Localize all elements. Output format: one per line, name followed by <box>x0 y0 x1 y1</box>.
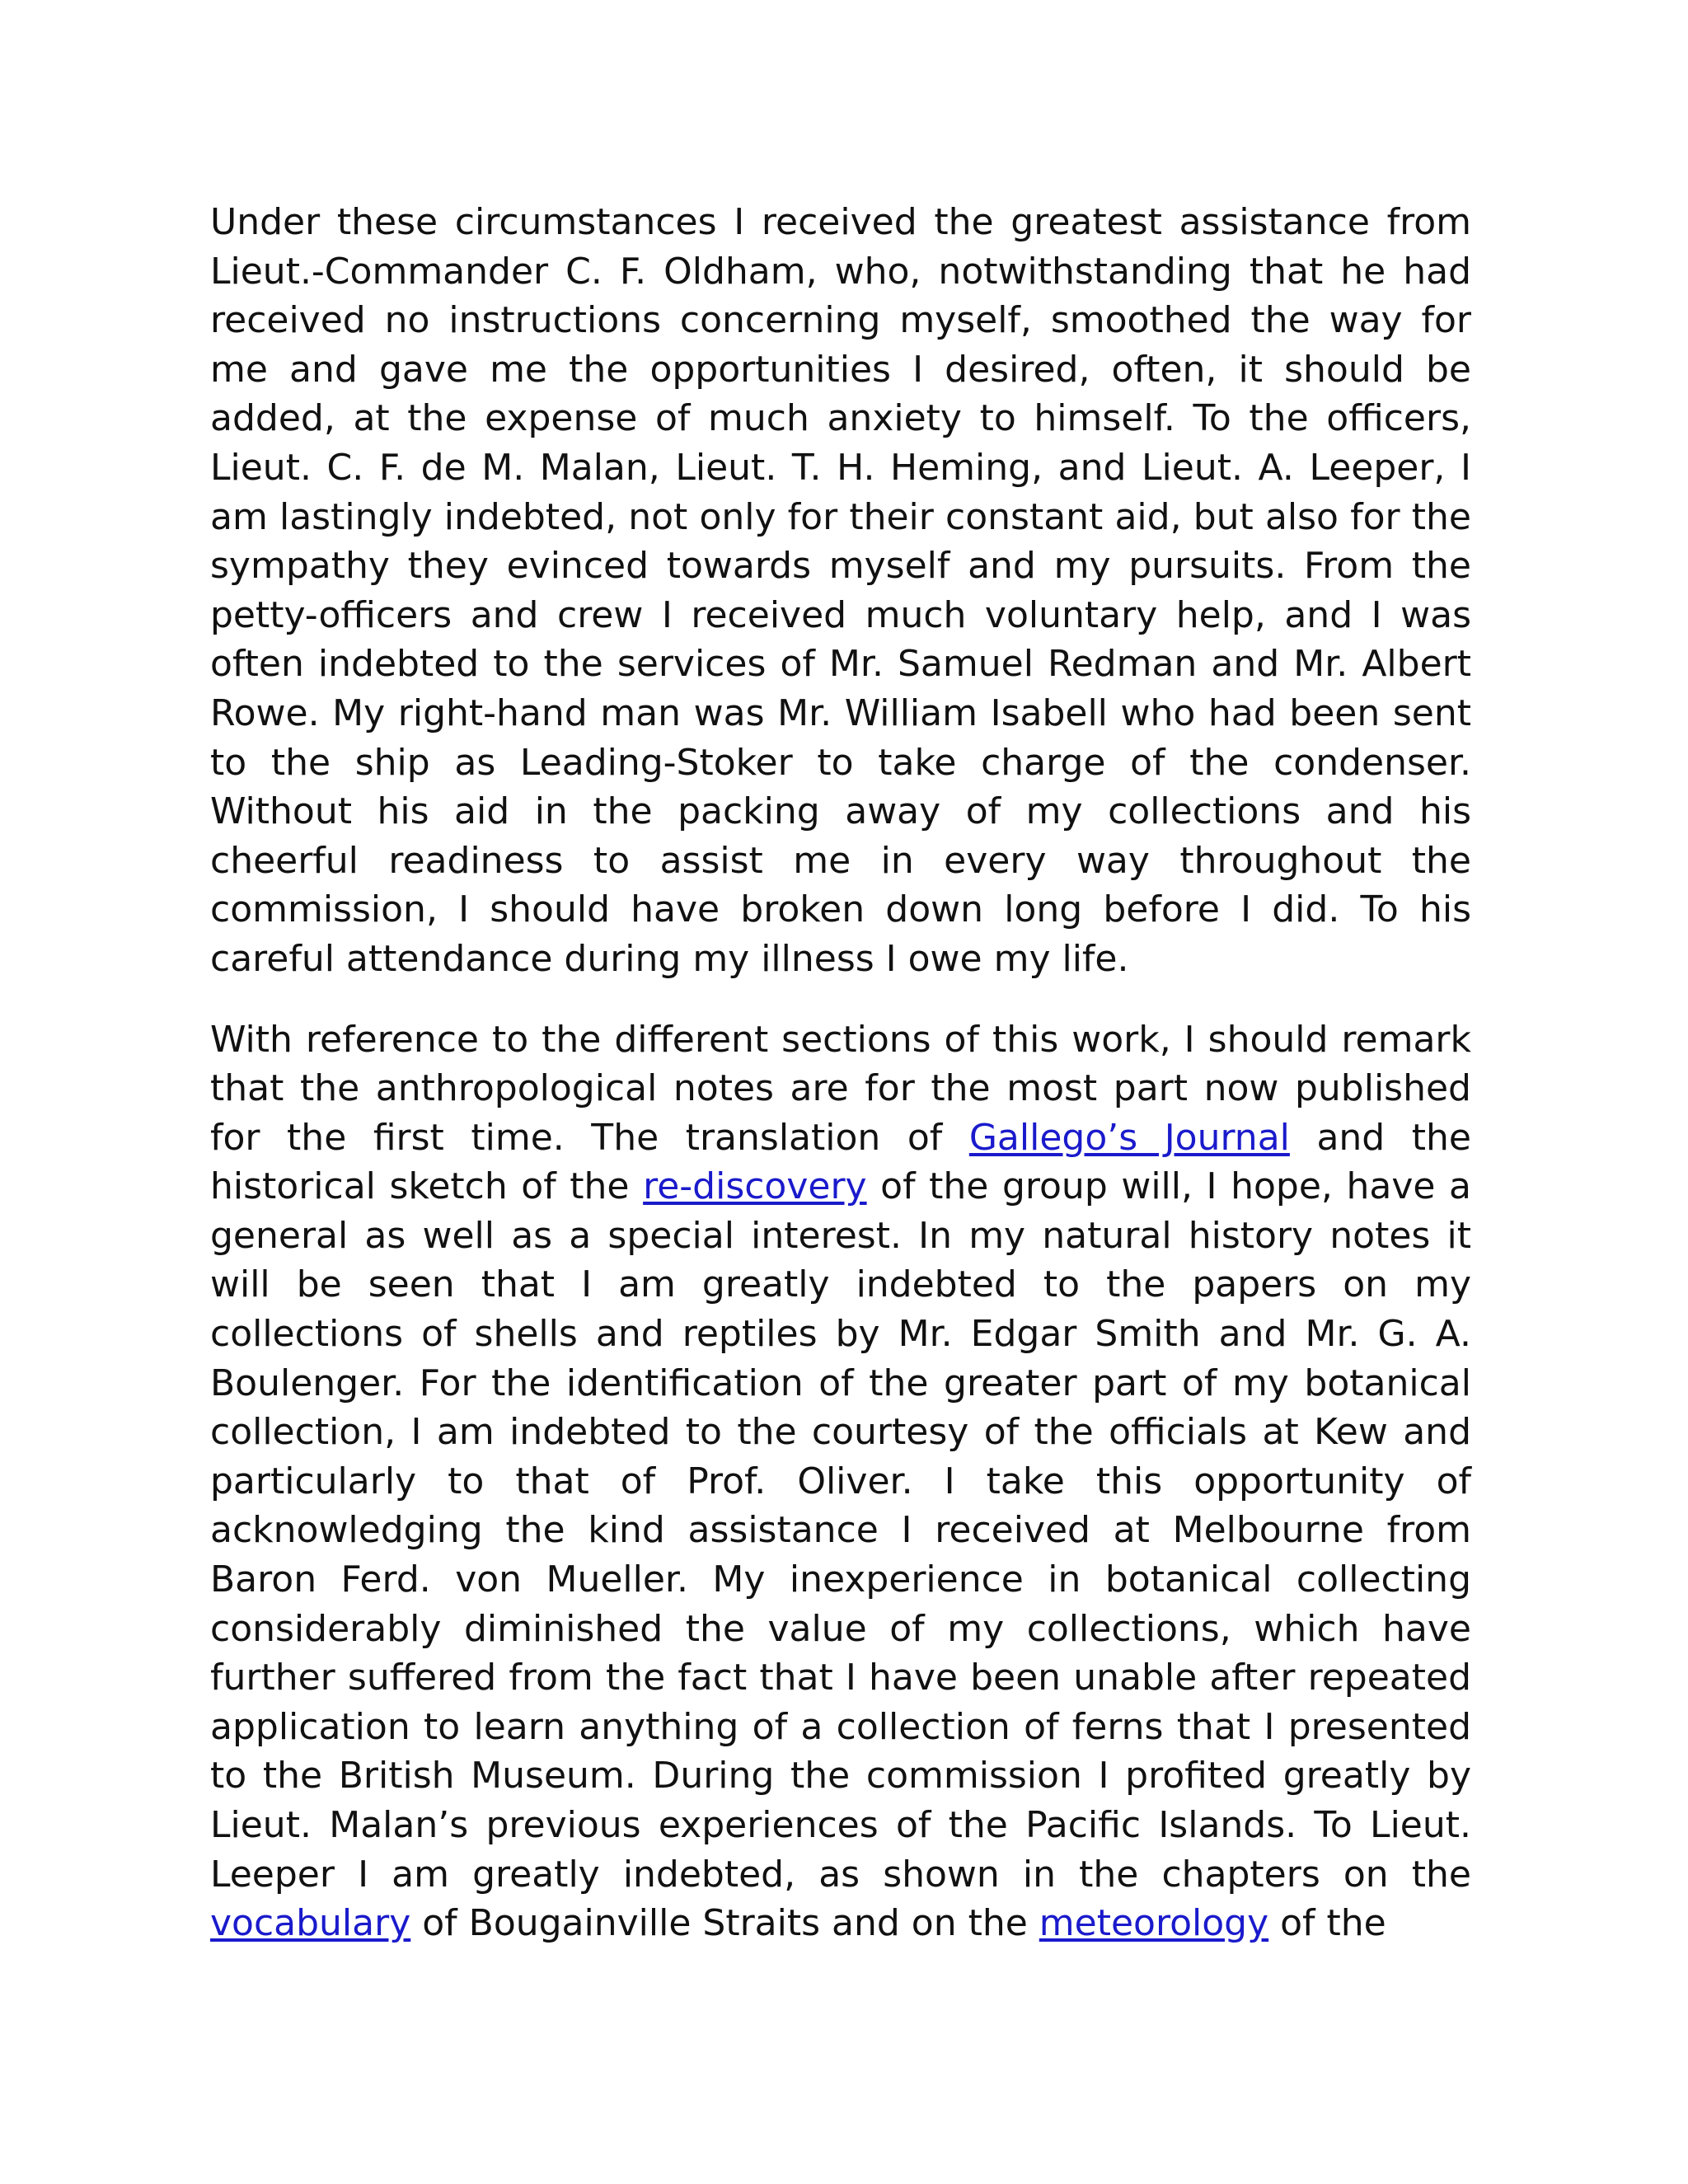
paragraph-work-sections <box>210 1015 1471 1948</box>
paragraph-1-text: Under these circumstances I received the greatest assistance from Lieut.-Commander C. F. Oldham, who, notwithstanding that he had received no instructions concerning myself, smoothed the way for me and gave me the opportunities I desired, often, it should be added, at the expense of much anxiety to himself. To the officers, Lieut. C. F. de M. Malan, Lieut. T. H. Heming, and Lieut. A. Leeper, I am lastingly indebted, not only for their constant aid, but also for the sympathy they evinced towards myself and my pursuits. From the petty-officers and crew I received much voluntary help, and I was often indebted to the services of Mr. Samuel Redman and Mr. Albert Rowe. My right-hand man was Mr. William Isabell who had been sent to the ship as Leading-Stoker to take charge of the condenser. Without his aid in the packing away of my collections and his cheerful readiness to assist me in every way throughout the commission, I should have broken down long before I did. To his careful attendance during my illness I owe my life. <box>210 201 1471 980</box>
paragraph-2-text-part-2: and the historical sketch of the <box>210 1116 1471 1208</box>
paragraph-2-text-part-1: With reference to the different sections of this work, I should remark that the anthropological notes are for the most part now published for the first time. The translation of <box>210 1018 1471 1159</box>
paragraph-acknowledgements-crew <box>210 198 1471 984</box>
link-gallegos-journal[interactable]: Gallego’s Journal <box>968 1116 1290 1159</box>
link-meteorology[interactable]: meteorology <box>1039 1902 1269 1945</box>
paragraph-2-text-part-5: of the <box>1268 1902 1386 1945</box>
link-vocabulary[interactable]: vocabulary <box>210 1902 411 1945</box>
link-re-discovery[interactable]: re-discovery <box>643 1165 867 1208</box>
document-page <box>210 198 1471 1980</box>
paragraph-2-text-part-4: of Bougainville Straits and on the <box>410 1902 1039 1945</box>
paragraph-2-text-part-3: of the group will, I hope, have a general as well as a special interest. In my natural history notes it will be seen that I am greatly indebted to the papers on my collections of shells and reptiles by Mr. Edgar Smith and Mr. G. A. Boulenger. For the identification of the greater part of my botanical collection, I am indebted to the courtesy of the officials at Kew and particularly to that of Prof. Oliver. I take this opportunity of acknowledging the kind assistance I received at Melbourne from Baron Ferd. von Mueller. My inexperience in botanical collecting considerably diminished the value of my collections, which have further suffered from the fact that I have been unable after repeated application to learn anything of a collection of ferns that I presented to the British Museum. During the commission I profited greatly by Lieut. Malan’s previous experiences of the Pacific Islands. To Lieut. Leeper I am greatly indebted, as shown in the chapters on the <box>210 1165 1472 1896</box>
